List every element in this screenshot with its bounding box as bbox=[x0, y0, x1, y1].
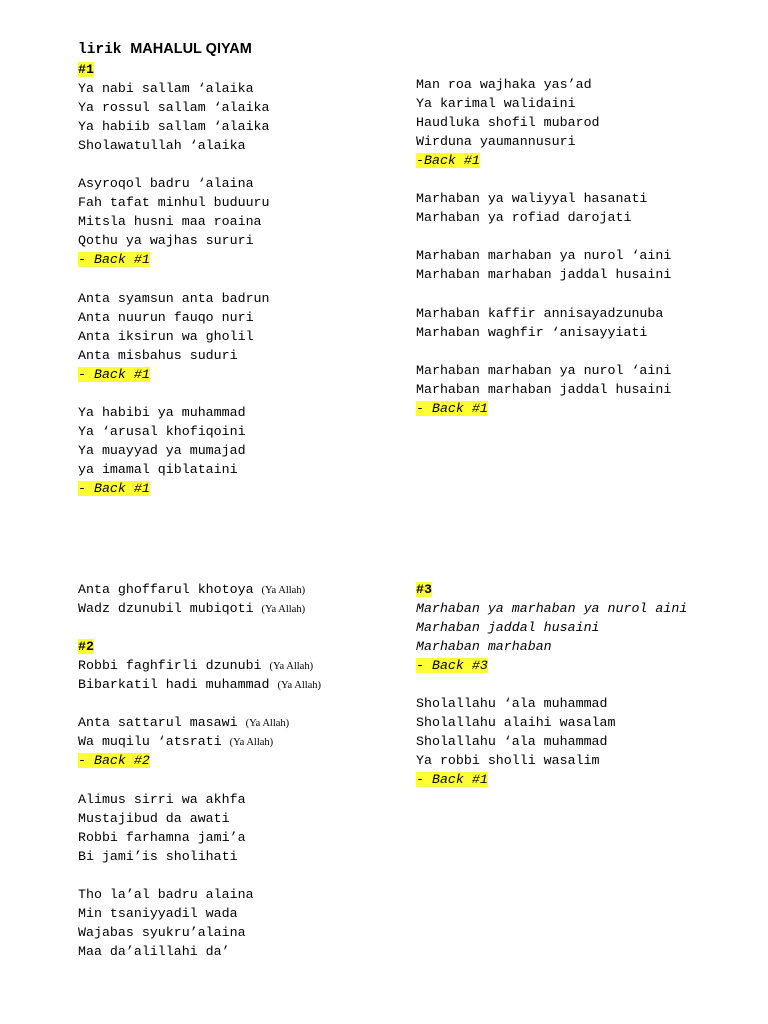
lyric-line bbox=[416, 713, 687, 732]
lyric-line bbox=[78, 790, 321, 809]
lyric-text: Ya habiib sallam ‘alaika bbox=[78, 119, 270, 135]
lyric-line bbox=[78, 174, 270, 193]
lyric-text: Ya ‘arusal khofiqoini bbox=[78, 423, 246, 439]
lyric-line bbox=[78, 136, 270, 155]
lyric-text: Marhaban ya waliyyal hasanati bbox=[416, 191, 648, 207]
lyric-line bbox=[416, 189, 671, 208]
lyric-line bbox=[78, 847, 321, 866]
lyric-text: Wajabas syukru’alaina bbox=[78, 924, 246, 940]
lyric-line bbox=[78, 117, 270, 136]
blank-line bbox=[78, 270, 270, 289]
lyric-line bbox=[78, 98, 270, 117]
lyric-line bbox=[78, 327, 270, 346]
back-marker bbox=[78, 751, 321, 770]
column-left-bottom bbox=[78, 580, 321, 961]
lyric-line bbox=[78, 942, 321, 961]
back-marker bbox=[416, 656, 687, 675]
lyric-line bbox=[416, 132, 671, 151]
lyric-text: Sholawatullah ‘alaika bbox=[78, 138, 246, 154]
ya-allah-note: (Ya Allah) bbox=[261, 604, 306, 616]
lyric-line bbox=[78, 422, 270, 441]
blank-line bbox=[78, 866, 321, 885]
lyric-text: Marhaban marhaban ya nurol ‘aini bbox=[416, 362, 672, 378]
lyric-line bbox=[78, 580, 321, 599]
lyric-line bbox=[416, 75, 671, 94]
lyric-line bbox=[416, 637, 687, 656]
lyric-line bbox=[416, 599, 687, 618]
lyric-line bbox=[416, 380, 671, 399]
lyric-line bbox=[78, 809, 321, 828]
blank-line bbox=[78, 618, 321, 637]
lyric-text: Anta iksirun wa gholil bbox=[78, 328, 254, 344]
lyric-line bbox=[78, 79, 270, 98]
blank-line bbox=[416, 675, 687, 694]
ya-allah-note: (Ya Allah) bbox=[261, 585, 306, 596]
lyric-line bbox=[416, 113, 671, 132]
lyric-text: Tho la’al badru alaina bbox=[78, 886, 254, 902]
lyric-line bbox=[78, 460, 270, 479]
lyric-line bbox=[78, 656, 321, 675]
lyric-text: Ya robbi sholli wasalim bbox=[416, 753, 600, 769]
lyric-line bbox=[78, 403, 270, 422]
page-title bbox=[78, 40, 252, 60]
lyric-text: Mitsla husni maa roaina bbox=[78, 214, 262, 230]
lyric-text: Qothu ya wajhas sururi bbox=[78, 233, 254, 249]
lyric-text: Marhaban jaddal husaini bbox=[416, 620, 600, 636]
column-left-top bbox=[78, 60, 270, 498]
lyric-line bbox=[78, 713, 321, 732]
back-marker-text: - Back #2 bbox=[78, 753, 150, 769]
lyric-line bbox=[416, 265, 671, 284]
lyric-text: ya imamal qiblataini bbox=[78, 461, 238, 477]
lyric-line bbox=[416, 751, 687, 770]
lyric-text: Marhaban ya rofiad darojati bbox=[416, 210, 632, 226]
lyric-line bbox=[416, 732, 687, 751]
back-marker-text: - Back #3 bbox=[416, 658, 488, 674]
lyric-text: Sholallahu ‘ala muhammad bbox=[416, 696, 608, 712]
ya-allah-note: (Ya Allah) bbox=[229, 737, 274, 749]
back-marker bbox=[78, 479, 270, 498]
lyric-text: Anta syamsun anta badrun bbox=[78, 290, 270, 306]
lyric-text: Mustajibud da awati bbox=[78, 810, 230, 826]
blank-line bbox=[78, 694, 321, 713]
blank-line bbox=[78, 770, 321, 789]
lyric-line bbox=[78, 675, 321, 694]
lyric-line bbox=[416, 304, 671, 323]
back-marker-text: -Back #1 bbox=[416, 153, 480, 169]
lyric-text: Marhaban marhaban ya nurol ‘aini bbox=[416, 248, 672, 264]
lyric-text: Marhaban waghfir ‘anisayyiati bbox=[416, 324, 648, 340]
lyric-line bbox=[78, 828, 321, 847]
back-marker-text: - Back #1 bbox=[78, 481, 150, 497]
lyric-text: Marhaban marhaban bbox=[416, 639, 552, 655]
title-main: MAHALUL QIYAM bbox=[130, 41, 252, 57]
lyric-text: Bi jami’is sholihati bbox=[78, 848, 238, 864]
lyric-line bbox=[78, 289, 270, 308]
lyric-line bbox=[78, 346, 270, 365]
section-number: #3 bbox=[416, 582, 432, 597]
lyric-text: Ya rossul sallam ‘alaika bbox=[78, 100, 270, 116]
lyric-line bbox=[416, 361, 671, 380]
lyric-text: Ya karimal walidaini bbox=[416, 96, 576, 112]
lyric-text: Alimus sirri wa akhfa bbox=[78, 791, 246, 807]
back-marker-text: - Back #1 bbox=[78, 252, 150, 268]
section-heading bbox=[416, 580, 687, 599]
lyric-line bbox=[78, 441, 270, 460]
lyric-text: Marhaban marhaban jaddal husaini bbox=[416, 267, 672, 283]
lyric-line bbox=[78, 231, 270, 250]
lyric-line bbox=[416, 694, 687, 713]
lyric-line bbox=[78, 599, 321, 618]
ya-allah-note: (Ya Allah) bbox=[277, 680, 322, 692]
lyric-line bbox=[78, 885, 321, 904]
lyric-text: Ya muayyad ya mumajad bbox=[78, 442, 246, 458]
lyric-text: Ya nabi sallam ‘alaika bbox=[78, 81, 254, 97]
lyric-line bbox=[416, 246, 671, 265]
lyric-text: Robbi farhamna jami’a bbox=[78, 829, 246, 845]
lyric-text: Anta sattarul masawi bbox=[78, 715, 246, 731]
section-number: #2 bbox=[78, 639, 94, 655]
blank-line bbox=[416, 170, 671, 189]
lyric-line bbox=[416, 94, 671, 113]
back-marker bbox=[416, 151, 671, 170]
lyric-text: Anta nuurun fauqo nuri bbox=[78, 309, 254, 325]
back-marker-text: - Back #1 bbox=[416, 400, 488, 416]
column-right-bottom bbox=[416, 580, 687, 790]
lyric-text: Marhaban kaffir annisayadzunuba bbox=[416, 305, 664, 321]
lyric-line bbox=[78, 212, 270, 231]
back-marker bbox=[78, 365, 270, 384]
lyric-text: Min tsaniyyadil wada bbox=[78, 905, 238, 921]
back-marker bbox=[416, 770, 687, 789]
lyric-text: Wa muqilu ‘atsrati bbox=[78, 734, 230, 750]
back-marker bbox=[78, 250, 270, 269]
lyric-text: Asyroqol badru ‘alaina bbox=[78, 176, 254, 192]
lyric-text: Anta ghoffarul khotoya bbox=[78, 582, 262, 597]
blank-line bbox=[78, 384, 270, 403]
column-right-top bbox=[416, 75, 671, 418]
lyric-text: Maa da’alillahi da’ bbox=[78, 943, 230, 959]
blank-line bbox=[78, 155, 270, 174]
section-heading bbox=[78, 637, 321, 656]
lyric-line bbox=[416, 208, 671, 227]
lyric-text: Anta misbahus suduri bbox=[78, 347, 238, 363]
lyric-text: Robbi faghfirli dzunubi bbox=[78, 658, 270, 674]
lyric-text: Man roa wajhaka yas’ad bbox=[416, 77, 592, 92]
ya-allah-note: (Ya Allah) bbox=[245, 718, 290, 730]
blank-line bbox=[416, 227, 671, 246]
lyric-text: Sholallahu ‘ala muhammad bbox=[416, 734, 608, 750]
lyric-text: Marhaban marhaban jaddal husaini bbox=[416, 381, 672, 397]
back-marker-text: - Back #1 bbox=[78, 366, 150, 382]
blank-line bbox=[416, 342, 671, 361]
lyric-text: Haudluka shofil mubarod bbox=[416, 115, 600, 131]
lyric-line bbox=[416, 323, 671, 342]
lyric-text: Wirduna yaumannusuri bbox=[416, 134, 576, 150]
lyric-text: Ya habibi ya muhammad bbox=[78, 404, 246, 420]
title-prefix: lirik bbox=[78, 42, 131, 58]
lyric-line bbox=[78, 732, 321, 751]
lyric-text: Bibarkatil hadi muhammad bbox=[78, 677, 278, 693]
lyric-line bbox=[78, 923, 321, 942]
blank-line bbox=[416, 285, 671, 304]
lyric-line bbox=[78, 308, 270, 327]
lyric-line bbox=[78, 193, 270, 212]
lyric-text: Wadz dzunubil mubiqoti bbox=[78, 601, 262, 617]
lyric-line bbox=[416, 618, 687, 637]
lyric-text: Sholallahu alaihi wasalam bbox=[416, 715, 616, 731]
lyric-text: Fah tafat minhul buduuru bbox=[78, 195, 270, 211]
lyric-text: Marhaban ya marhaban ya nurol aini bbox=[416, 601, 688, 617]
ya-allah-note: (Ya Allah) bbox=[269, 661, 314, 673]
section-heading bbox=[78, 60, 270, 79]
lyric-line bbox=[78, 904, 321, 923]
back-marker-text: - Back #1 bbox=[416, 772, 488, 788]
back-marker bbox=[416, 399, 671, 418]
section-number: #1 bbox=[78, 62, 94, 77]
